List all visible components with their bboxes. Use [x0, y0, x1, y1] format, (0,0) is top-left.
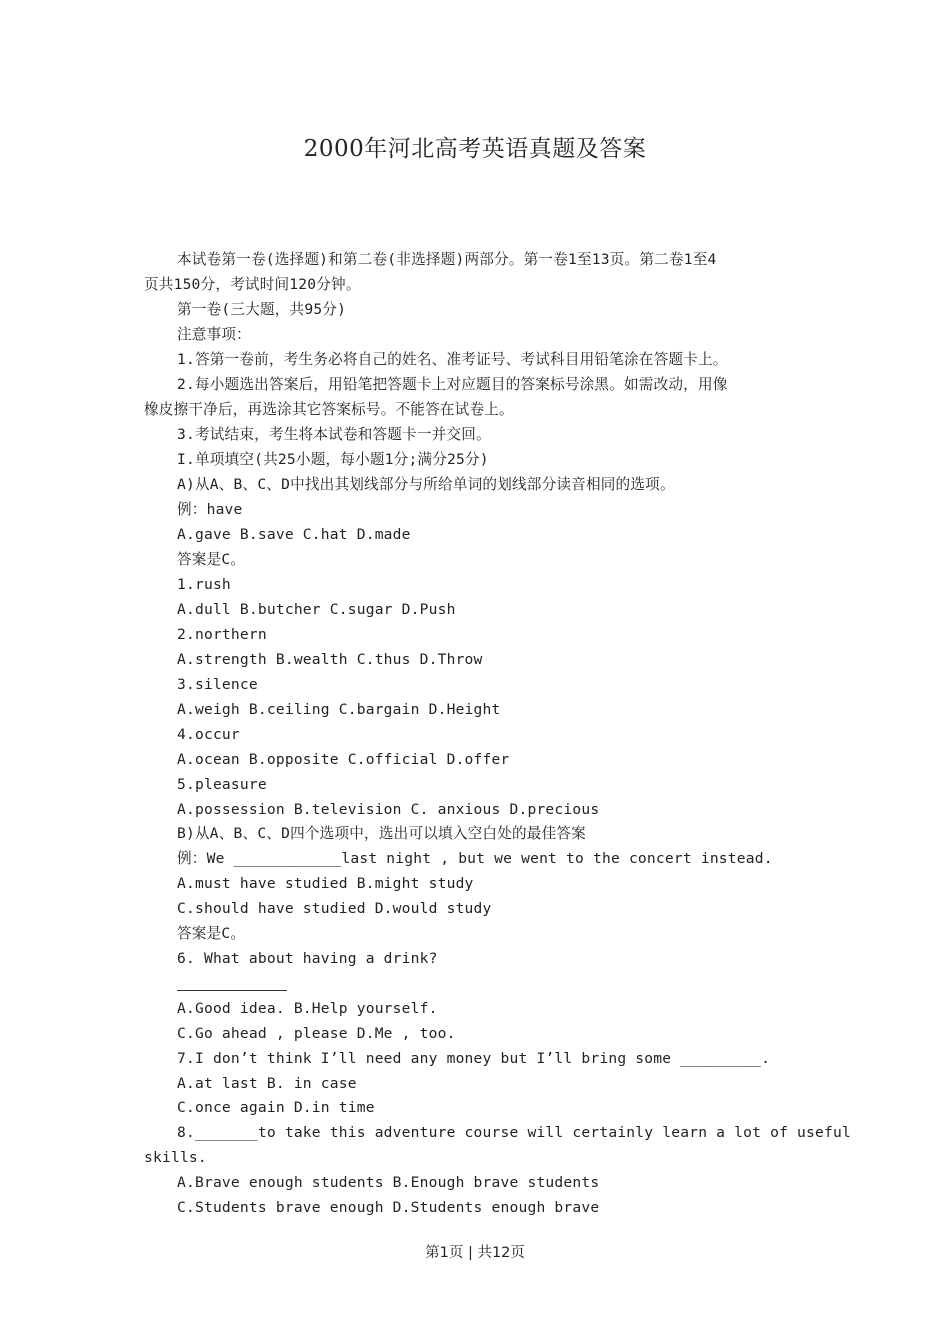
question-options: A.Brave enough students B.Enough brave students [177, 1174, 600, 1191]
example-options: A.must have studied B.might study [177, 875, 474, 892]
example-answer: 答案是C。 [177, 551, 246, 568]
example-word: 例：have [177, 501, 243, 518]
question-stem: 2.northern [177, 626, 267, 643]
question-stem: 6. What about having a drink? [177, 950, 438, 967]
subpart-heading: B)从A、B、C、D四个选项中，选出可以填入空白处的最佳答案 [177, 825, 586, 842]
question-options: A.weigh B.ceiling C.bargain D.Height [177, 701, 501, 718]
question-options: A.dull B.butcher C.sugar D.Push [177, 601, 456, 618]
question-options: A.possession B.television C. anxious D.precious [177, 801, 600, 818]
page-footer: 第1页 | 共12页 [425, 1245, 525, 1261]
example-options: C.should have studied D.would study [177, 900, 492, 917]
question-options: C.Go ahead , please D.Me , too. [177, 1025, 456, 1042]
document-title: 2000年河北高考英语真题及答案 [303, 136, 647, 162]
question-stem: 3.silence [177, 676, 258, 693]
notice-item: 2.每小题选出答案后，用铅笔把答题卡上对应题目的答案标号涂黑。如需改动，用像 [177, 376, 728, 393]
question-stem: 5.pleasure [177, 776, 267, 793]
section-heading: 第一卷(三大题，共95分) [177, 301, 347, 318]
notice-heading: 注意事项： [177, 326, 251, 343]
question-options: C.once again D.in time [177, 1099, 375, 1116]
question-stem: 1.rush [177, 576, 231, 593]
question-stem: 8._______to take this adventure course will certainly learn a lot of useful [177, 1124, 851, 1141]
example-options: A.gave B.save C.hat D.made [177, 526, 411, 543]
question-options: A.strength B.wealth C.thus D.Throw [177, 651, 483, 668]
question-stem: 4.occur [177, 726, 240, 743]
answer-blank-line [177, 990, 287, 991]
question-options: A.ocean B.opposite C.official D.offer [177, 751, 510, 768]
question-options: A.Good idea. B.Help yourself. [177, 1000, 438, 1017]
subpart-heading: A)从A、B、C、D中找出其划线部分与所给单词的划线部分读音相同的选项。 [177, 476, 675, 493]
notice-item: 1.答第一卷前，考生务必将自己的姓名、准考证号、考试科目用铅笔涂在答题卡上。 [177, 351, 728, 368]
question-stem-cont: skills. [144, 1149, 207, 1166]
example-sentence: 例：We ____________last night , but we went to the concert instead. [177, 850, 773, 867]
question-options: A.at last B. in case [177, 1075, 357, 1092]
part-heading: I.单项填空(共25小题，每小题1分;满分25分) [177, 451, 489, 468]
question-options: C.Students brave enough D.Students enough brave [177, 1199, 600, 1216]
intro-line-cont: 页共150分，考试时间120分钟。 [144, 276, 361, 293]
question-stem: 7.I don’t think I’ll need any money but I’ll bring some _________. [177, 1050, 771, 1067]
example-answer: 答案是C。 [177, 925, 246, 942]
notice-item-cont: 橡皮擦干净后，再选涂其它答案标号。不能答在试卷上。 [144, 401, 514, 418]
notice-item: 3.考试结束，考生将本试卷和答题卡一并交回。 [177, 426, 491, 443]
intro-line: 本试卷第一卷(选择题)和第二卷(非选择题)两部分。第一卷1至13页。第二卷1至4 [177, 251, 717, 268]
